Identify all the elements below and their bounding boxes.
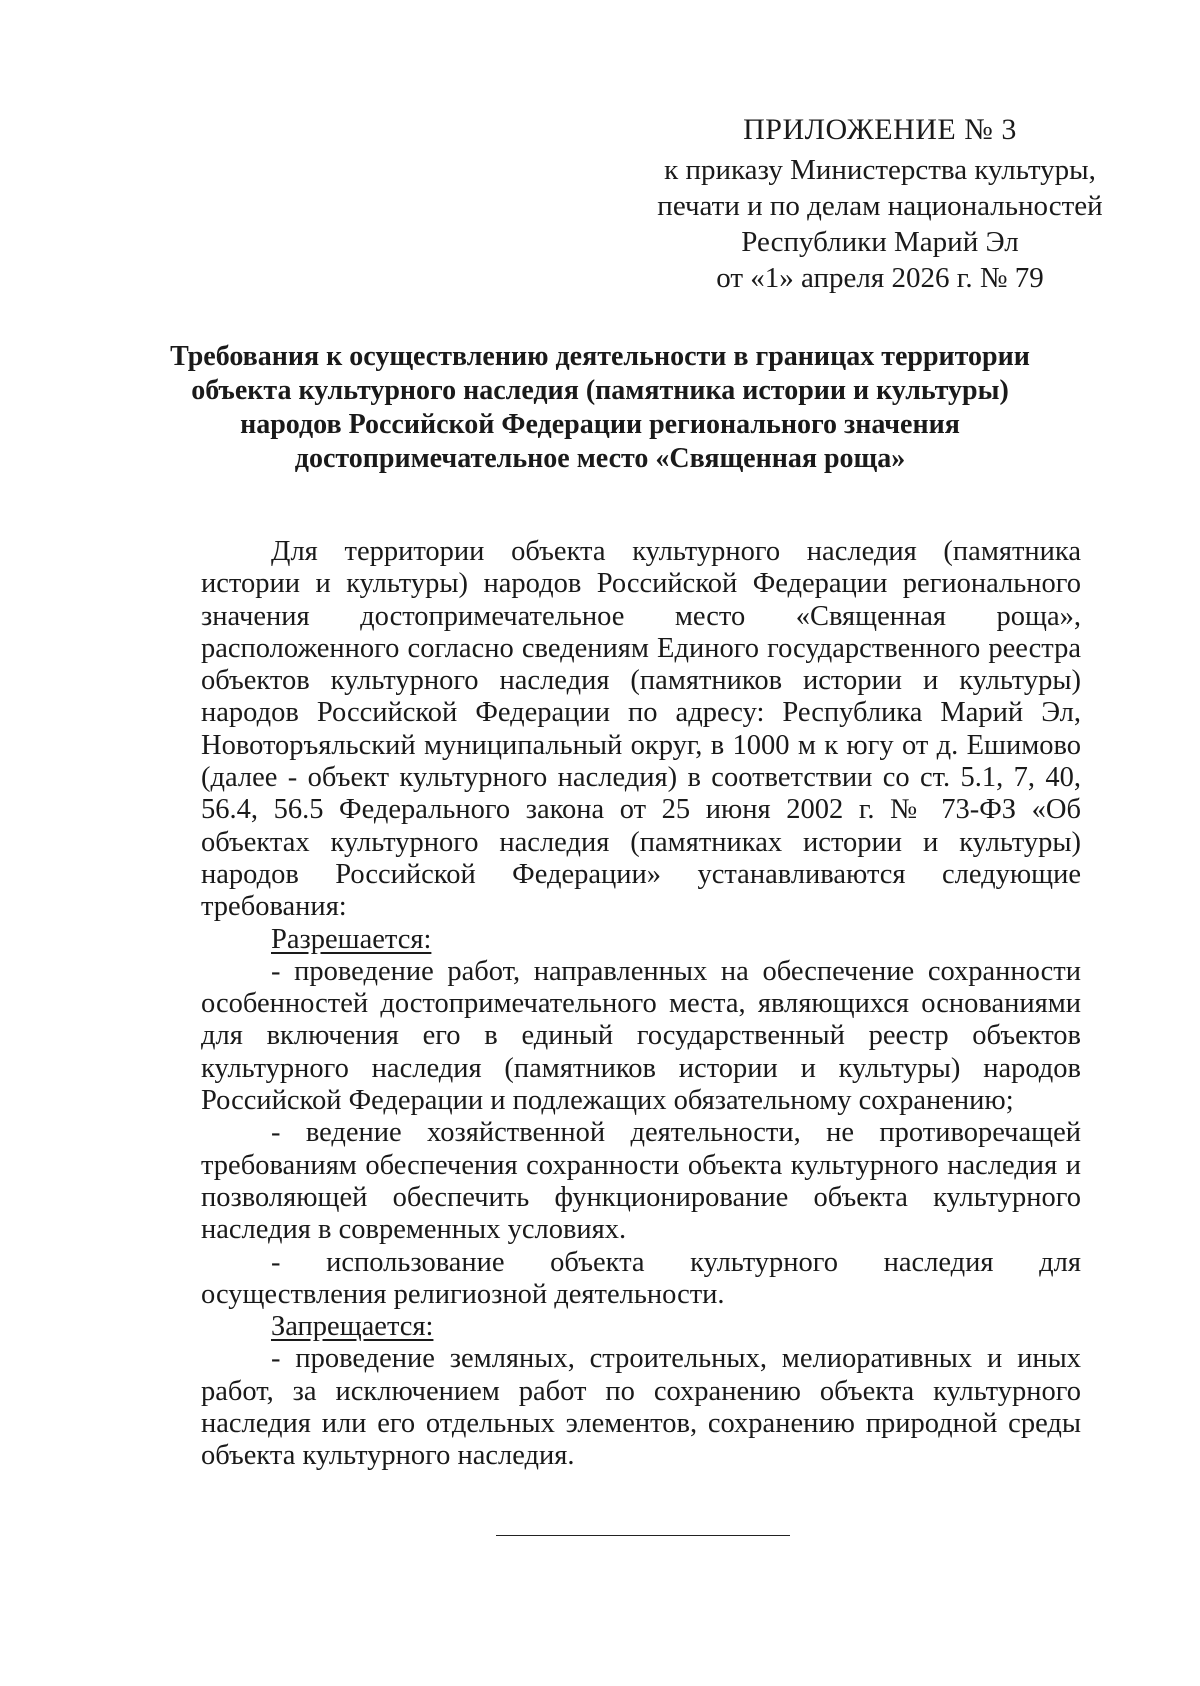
appendix-line: к приказу Министерства культуры,	[664, 154, 1096, 186]
heading-line: объекта культурного наследия (памятника истории и культуры)	[191, 375, 1009, 406]
allowed-item: - проведение работ, направленных на обеспечение сохранности особенностей достопримечательного места, являющихся основаниями для включения его в единый государственный реестр объектов культурного наследия (памятников истории и культуры) народов Российской Федерации и подлежащих обязательному сохранению;	[201, 955, 1081, 1117]
document-body	[201, 536, 1081, 1473]
heading-line: народов Российской Федерации регионального значения	[240, 409, 960, 440]
allowed-item: - использование объекта культурного наследия для осуществления религиозной деятельности.	[201, 1246, 1081, 1310]
forbidden-label: Запрещается:	[271, 1311, 434, 1343]
appendix-line: Республики Марий Эл	[741, 226, 1019, 258]
appendix-title: ПРИЛОЖЕНИЕ № 3	[743, 113, 1017, 146]
intro-paragraph: Для территории объекта культурного наследия (памятника истории и культуры) народов Российской Федерации регионального значения достопримечательное место «Священная роща», расположенного согласно сведениям Единого государственного реестра объектов культурного наследия (памятников истории и культуры) народов Российской Федерации по адресу: Республика Марий Эл, Новоторъяльский муниципальный округ, в 1000 м к югу от д. Ешимово (далее - объект культурного наследия) в соответствии со ст. 5.1, 7, 40, 56.4, 56.5 Федерального закона от 25 июня 2002 г. № 73-ФЗ «Об объектах культурного наследия (памятниках истории и культуры) народов Российской Федерации» устанавливаются следующие требования:	[201, 536, 1081, 923]
closing-divider	[496, 1535, 790, 1536]
allowed-item: - ведение хозяйственной деятельности, не противоречащей требованиям обеспечения сохранности объекта культурного наследия и позволяющей обеспечить функционирование объекта культурного наследия в современных условиях.	[201, 1117, 1081, 1246]
heading-line: достопримечательное место «Священная роща»	[294, 443, 906, 474]
appendix-line: от «1» апреля 2026 г. № 79	[716, 262, 1044, 294]
document-heading	[150, 340, 1050, 476]
allowed-label: Разрешается:	[271, 923, 432, 955]
appendix-line: печати и по делам национальностей	[657, 190, 1103, 222]
heading-line: Требования к осуществлению деятельности в границах территории	[170, 341, 1030, 372]
appendix-header	[640, 112, 1120, 296]
forbidden-item: - проведение земляных, строительных, мелиоративных и иных работ, за исключением работ по сохранению объекта культурного наследия или его отдельных элементов, сохранению природной среды объекта культурного наследия.	[201, 1343, 1081, 1472]
